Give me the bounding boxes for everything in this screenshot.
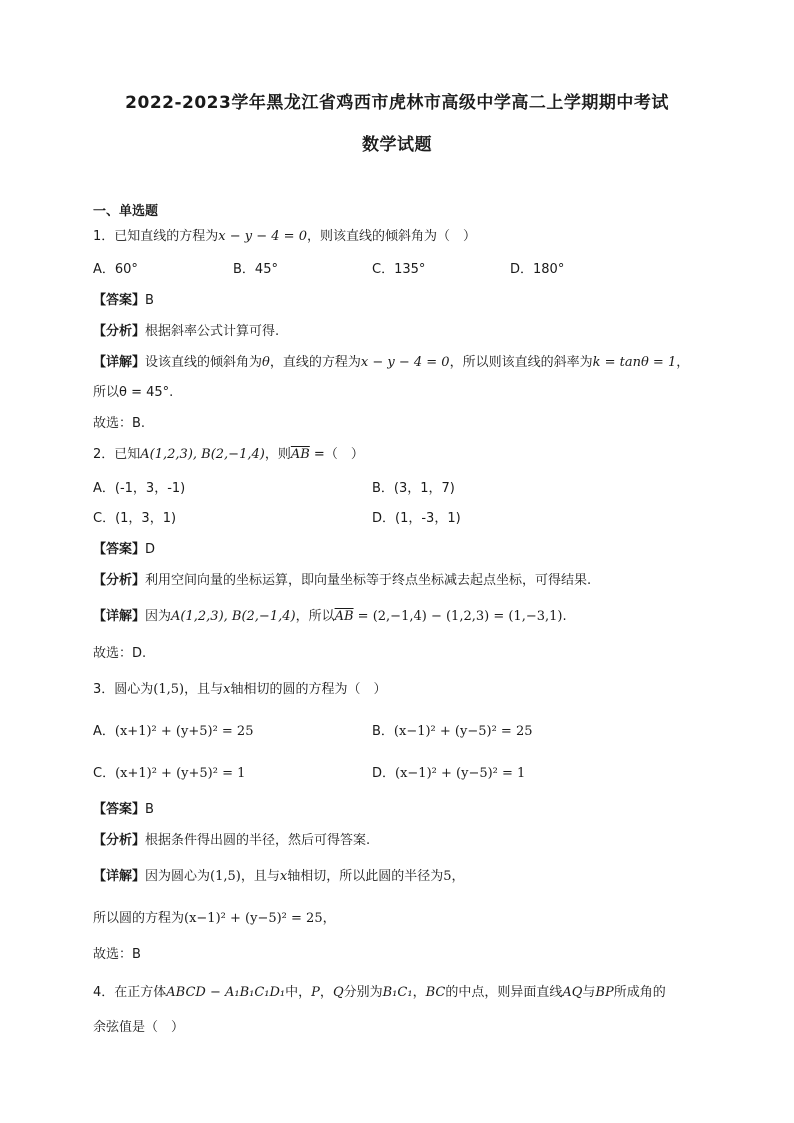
q2-stem-mid: ，则 <box>264 447 291 462</box>
q1-detail-eq: x − y − 4 = 0 <box>360 355 450 370</box>
q3-detail-center: (1,5) <box>210 869 241 884</box>
q2-analysis-tag: 【分析】 <box>93 573 146 588</box>
q2-detail-eq: = (2,−1,4) − (1,2,3) = (1,−3,1) <box>353 609 563 624</box>
q2-detail-pre: 因为 <box>145 609 172 624</box>
q3-option-a <box>93 723 253 741</box>
q3-option-b <box>372 723 533 741</box>
q1-detail-mid: ，直线的方程为 <box>269 355 361 370</box>
q1-detail-line2: 所以θ = 45°. <box>93 385 174 400</box>
q2-stem <box>93 446 364 464</box>
q4-stem-mid: 中， <box>285 985 312 1000</box>
q3-answer-value: B <box>145 802 154 817</box>
q2-stem-pre: 2．已知 <box>93 447 141 462</box>
q2-answer-value: D <box>145 542 156 557</box>
q4-stem-mid4: 与 <box>582 985 596 1000</box>
q4-stem-sep: ， <box>319 985 333 1000</box>
q3-detail-mid: ，且与 <box>240 869 280 884</box>
q1-detail-eq2: k = tanθ = 1 <box>592 355 677 370</box>
q2-answer-tag: 【答案】 <box>93 542 146 557</box>
q3-stem-post: 轴相切的圆的方程为（ ） <box>230 682 387 697</box>
q3-detail-x: x <box>279 869 288 884</box>
q3-result: 故选：B <box>93 947 141 962</box>
q1-option-a: A．60° <box>93 262 138 277</box>
q3-stem-mid: ，且与 <box>184 682 224 697</box>
q2-stem-points: A(1,2,3), B(2,−1,4) <box>140 447 265 462</box>
q3-option-a-label: A． <box>93 724 115 739</box>
q1-stem <box>93 228 476 246</box>
q4-stem-line2: 余弦值是（ ） <box>93 1020 185 1035</box>
q3-option-d-label: D． <box>372 766 396 781</box>
q1-analysis-tag: 【分析】 <box>93 324 146 339</box>
q2-detail-points: A(1,2,3), B(2,−1,4) <box>171 609 296 624</box>
q2-detail <box>93 608 567 626</box>
q3-detail-end: ， <box>451 869 465 884</box>
q3-detail <box>93 868 465 886</box>
q2-option-d: D．(1，-3，1) <box>372 511 461 526</box>
q3-option-d-eq: (x−1)² + (y−5)² = 1 <box>395 766 526 781</box>
q4-stem-aq: AQ <box>562 985 583 1000</box>
q4-stem-b1c1: B₁C₁ <box>382 985 413 1000</box>
q3-detail-line2 <box>93 910 336 928</box>
q4-stem-p: P <box>311 985 320 1000</box>
q3-analysis-text: 根据条件得出圆的半径，然后可得答案. <box>145 833 371 848</box>
q4-stem-q: Q <box>332 985 344 1000</box>
q2-detail-tag: 【详解】 <box>93 609 146 624</box>
q1-detail-mid2: ，所以则该直线的斜率为 <box>449 355 593 370</box>
q3-detail-tag: 【详解】 <box>93 869 146 884</box>
section-heading: 一、单选题 <box>93 204 159 219</box>
q1-detail-pre: 设该直线的倾斜角为 <box>145 355 263 370</box>
q3-detail-mid2: 轴相切，所以此圆的半径为 <box>287 869 444 884</box>
q4-stem-mid2: 分别为 <box>343 985 383 1000</box>
q1-stem-pre: 1．已知直线的方程为 <box>93 229 219 244</box>
q1-answer <box>93 292 154 310</box>
q4-stem-bc: BC <box>425 985 446 1000</box>
doc-subtitle: 数学试题 <box>362 135 432 155</box>
q4-stem-bp: BP <box>595 985 614 1000</box>
q2-answer <box>93 541 155 559</box>
q3-option-c-label: C． <box>93 766 116 781</box>
q1-answer-tag: 【答案】 <box>93 293 146 308</box>
doc-title: 2022-2023学年黑龙江省鸡西市虎林市高级中学高二上学期期中考试 <box>125 93 669 113</box>
q3-option-c <box>93 765 245 783</box>
q2-option-b: B．(3，1，7) <box>372 481 455 496</box>
q2-analysis-text: 利用空间向量的坐标运算，即向量坐标等于终点坐标减去起点坐标，可得结果. <box>145 573 592 588</box>
q1-stem-eq: x − y − 4 = 0 <box>218 229 307 244</box>
q3-option-b-eq: (x−1)² + (y−5)² = 25 <box>393 724 533 739</box>
q3-stem-center: (1,5) <box>153 682 185 697</box>
q3-detail-line2-pre: 所以圆的方程为 <box>93 911 185 926</box>
q3-detail-line2-eq: (x−1)² + (y−5)² = 25 <box>184 911 323 926</box>
q3-detail-pre: 因为圆心为 <box>145 869 211 884</box>
q1-detail-end: ， <box>676 355 690 370</box>
q1-analysis <box>93 323 279 341</box>
q3-answer <box>93 801 154 819</box>
q2-option-c: C．(1，3，1) <box>93 511 177 526</box>
q2-detail-end: . <box>562 609 567 624</box>
q1-option-c: C．135° <box>372 262 426 277</box>
q4-stem-post: 所成角的 <box>613 985 666 1000</box>
q3-option-c-eq: (x+1)² + (y+5)² = 1 <box>115 766 246 781</box>
q1-result: 故选：B. <box>93 416 146 431</box>
q3-option-a-eq: (x+1)² + (y+5)² = 25 <box>114 724 254 739</box>
q3-analysis-tag: 【分析】 <box>93 833 146 848</box>
q1-option-b: B．45° <box>233 262 278 277</box>
q1-detail <box>93 354 689 372</box>
q2-option-a: A．(-1，3，-1) <box>93 481 186 496</box>
q3-stem-pre: 3．圆心为 <box>93 682 154 697</box>
q1-analysis-text: 根据斜率公式计算可得. <box>145 324 280 339</box>
q1-option-d: D．180° <box>510 262 565 277</box>
q1-detail-theta: θ <box>262 355 270 370</box>
q1-stem-post: ，则该直线的倾斜角为（ ） <box>306 229 476 244</box>
q2-stem-post: =（ ） <box>309 447 364 462</box>
q3-stem <box>93 681 386 699</box>
q4-stem-mid3: 的中点，则异面直线 <box>445 985 563 1000</box>
q2-result: 故选：D. <box>93 646 147 661</box>
q3-detail-radius: 5 <box>443 869 452 884</box>
q4-stem-cube: ABCD − A₁B₁C₁D₁ <box>166 985 286 1000</box>
q2-detail-mid: ，所以 <box>295 609 335 624</box>
q3-stem-x: x <box>223 682 231 697</box>
q2-stem-vector: $\overline{AB}$ <box>290 447 310 462</box>
q3-option-d <box>372 765 525 783</box>
q3-analysis <box>93 832 370 850</box>
q2-analysis <box>93 572 591 590</box>
q4-stem <box>93 984 666 1002</box>
q1-answer-value: B <box>145 293 154 308</box>
q4-stem-sep2: ， <box>412 985 426 1000</box>
q4-stem-pre: 4．在正方体 <box>93 985 167 1000</box>
q3-detail-line2-end: ， <box>322 911 336 926</box>
q1-detail-tag: 【详解】 <box>93 355 146 370</box>
q3-answer-tag: 【答案】 <box>93 802 146 817</box>
q2-detail-vector: $\overline{AB}$ <box>334 609 354 624</box>
q3-option-b-label: B． <box>372 724 394 739</box>
